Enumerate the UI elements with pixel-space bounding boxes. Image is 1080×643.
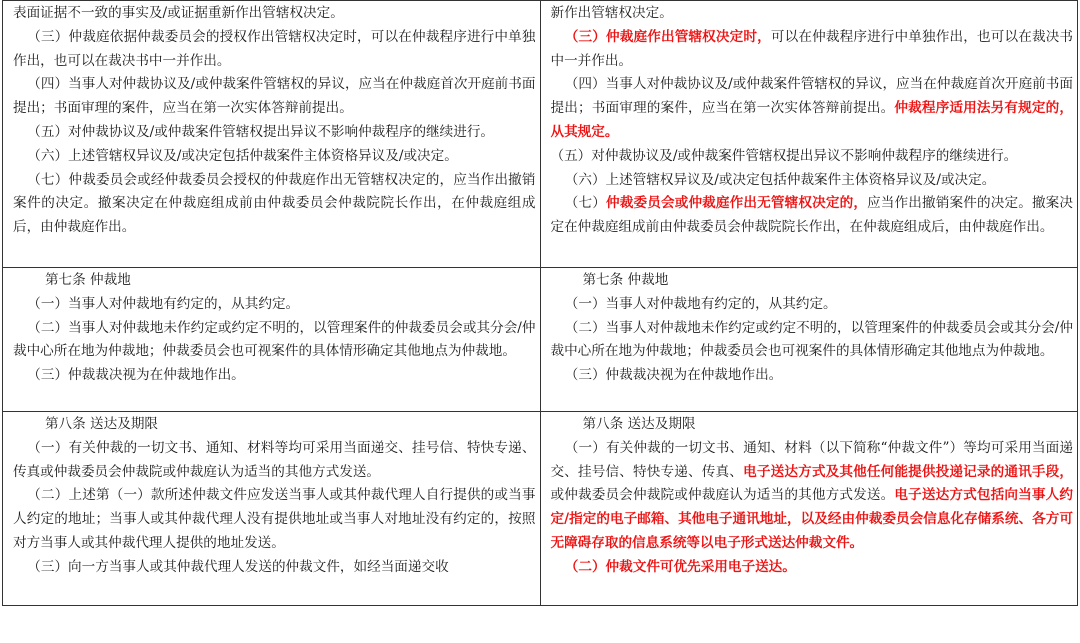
clause-paragraph: [13, 484, 536, 555]
clause-paragraph: [551, 26, 1074, 74]
text-segment: （三）仲裁裁决视为在仲裁地作出。: [564, 367, 783, 384]
article-heading: [13, 269, 536, 293]
clause-paragraph: [551, 556, 1074, 580]
clause-paragraph: [551, 293, 1074, 317]
clause-paragraph: [551, 317, 1074, 365]
clause-paragraph: [13, 145, 536, 169]
clause-paragraph: [551, 73, 1074, 144]
text-segment: （二）当事人对仲裁地未作约定或约定不明的，以管理案件的仲裁委员会或其分会/仲裁中心所在地为仲裁地；仲裁委员会也可视案件的具体情形确定其他地点为仲裁地。: [13, 319, 536, 360]
text-segment: 或仲裁委员会仲裁院或仲裁庭认为适当的其他方式发送。: [550, 487, 895, 504]
clause-paragraph: [13, 2, 536, 26]
clause-paragraph: [13, 293, 536, 317]
article-heading: [13, 413, 536, 437]
text-segment: （七）: [564, 195, 606, 212]
text-segment: 第八条 送达及期限: [582, 416, 696, 432]
text-segment: （七）仲裁委员会或经仲裁委员会授权的仲裁庭作出无管辖权决定的，应当作出撤销案件的决定。撤案决定在仲裁庭组成前由仲裁委员会仲裁院院长作出，在仲裁庭组成后，由仲裁庭作出。: [13, 171, 536, 236]
text-segment: （三）仲裁庭依据仲裁委员会的授权作出管辖权决定时，可以在仲裁程序进行中单独作出，也可以在裁决书中一并作出。: [13, 28, 536, 69]
clause-paragraph: [551, 145, 1074, 169]
table-row: [3, 412, 1078, 606]
table-row: [3, 1, 1078, 268]
clause-paragraph: [13, 364, 536, 388]
text-segment: 表面证据不一致的事实及/或证据重新作出管辖权决定。: [13, 5, 344, 21]
highlighted-text: 仲裁委员会或仲裁庭作出无管辖权决定的，: [606, 195, 868, 212]
text-segment: （二）上述第（一）款所述仲裁文件应发送当事人或其仲裁代理人自行提供的或当事人约定的地址；当事人或其仲裁代理人没有提供地址或当事人对地址没有约定的，按照对方当事人或其仲裁代理人提供的地址发送。: [13, 487, 536, 551]
text-segment: （一）当事人对仲裁地有约定的，从其约定。: [27, 295, 300, 312]
text-segment: （一）有关仲裁的一切文书、通知、材料（以下简称“仲裁文件”）等均可采用当面递交、挂号信、特快专递、传真、: [550, 439, 1073, 480]
text-segment: 第七条 仲裁地: [582, 272, 669, 288]
highlighted-text: 电子送达方式包括向当事人约定/指定的电子邮箱、其他电子通讯地址，以及经由仲裁委员会信息化存储系统、各方可无障碍存取的信息系统等以电子形式送达仲裁文件。: [550, 487, 1074, 551]
text-segment: （二）当事人对仲裁地未作约定或约定不明的，以管理案件的仲裁委员会或其分会/仲裁中心所在地为仲裁地；仲裁委员会也可视案件的具体情形确定其他地点为仲裁地。: [550, 319, 1073, 360]
text-segment: （三）仲裁裁决视为在仲裁地作出。: [27, 367, 245, 384]
clause-paragraph: [551, 2, 1074, 26]
highlighted-text: （二）仲裁文件可优先采用电子送达。: [564, 558, 796, 575]
highlighted-text: （三）: [564, 28, 606, 45]
clause-paragraph: [551, 437, 1074, 556]
text-segment: （四）当事人对仲裁协议及/或仲裁案件管辖权的异议，应当在仲裁庭首次开庭前书面提出；书面审理的案件，应当在第一次实体答辩前提出。: [13, 76, 536, 117]
clause-paragraph: [13, 26, 536, 74]
left-column-cell: [3, 1, 541, 268]
text-segment: 第八条 送达及期限: [44, 416, 159, 432]
right-column-cell: [540, 412, 1078, 606]
text-segment: （五）对仲裁协议及/或仲裁案件管辖权提出异议不影响仲裁程序的继续进行。: [27, 123, 495, 140]
comparison-table: [2, 0, 1078, 606]
text-segment: 应当作出撤销案件的决定。撤案决定在仲裁庭组成前由仲裁委员会仲裁院院长作出，在仲裁庭组成后，由仲裁庭作出。: [550, 195, 1074, 236]
article-heading: [551, 413, 1074, 437]
clause-paragraph: [13, 73, 536, 121]
clause-paragraph: [13, 317, 536, 365]
text-segment: 可以在仲裁程序进行中单独作出，也可以在裁决书中一并作出。: [550, 28, 1074, 69]
left-column-cell: [3, 412, 541, 606]
clause-paragraph: [13, 121, 536, 145]
clause-paragraph: [551, 192, 1074, 240]
left-column-cell: [3, 268, 541, 412]
highlighted-text: 电子送达方式及其他任何能提供投递记录的通讯手段，: [743, 463, 1074, 480]
clause-paragraph: [551, 364, 1074, 388]
comparison-table-body: [3, 1, 1078, 606]
right-column-cell: [540, 1, 1078, 268]
clause-paragraph: [13, 556, 536, 580]
text-segment: 第七条 仲裁地: [44, 272, 131, 288]
table-row: [3, 268, 1078, 412]
text-segment: 新作出管辖权决定。: [550, 5, 673, 21]
text-segment: （三）向一方当事人或其仲裁代理人发送的仲裁文件，如经当面递交收: [27, 558, 449, 575]
text-segment: （六）上述管辖权异议及/或决定包括仲裁案件主体资格异议及/或决定。: [27, 147, 458, 164]
right-column-cell: [540, 268, 1078, 412]
article-heading: [551, 269, 1074, 293]
clause-paragraph: [13, 169, 536, 240]
text-segment: （一）有关仲裁的一切文书、通知、材料等均可采用当面递交、挂号信、特快专递、传真或仲裁委员会仲裁院或仲裁庭认为适当的其他方式发送。: [13, 439, 536, 480]
clause-paragraph: [551, 169, 1074, 193]
highlighted-text: 仲裁程序适用法另有规定的，从其规定。: [550, 100, 1074, 140]
text-segment: （四）当事人对仲裁协议及/或仲裁案件管辖权的异议，应当在仲裁庭首次开庭前书面提出；书面审理的案件，应当在第一次实体答辩前提出。: [550, 76, 1073, 117]
text-segment: （六）上述管辖权异议及/或决定包括仲裁案件主体资格异议及/或决定。: [564, 171, 996, 188]
text-segment: （一）当事人对仲裁地有约定的，从其约定。: [564, 295, 837, 312]
clause-paragraph: [13, 437, 536, 485]
highlighted-text: 仲裁庭作出管辖权决定时，: [606, 28, 771, 45]
text-segment: （五）对仲裁协议及/或仲裁案件管辖权提出异议不影响仲裁程序的继续进行。: [550, 147, 1018, 164]
